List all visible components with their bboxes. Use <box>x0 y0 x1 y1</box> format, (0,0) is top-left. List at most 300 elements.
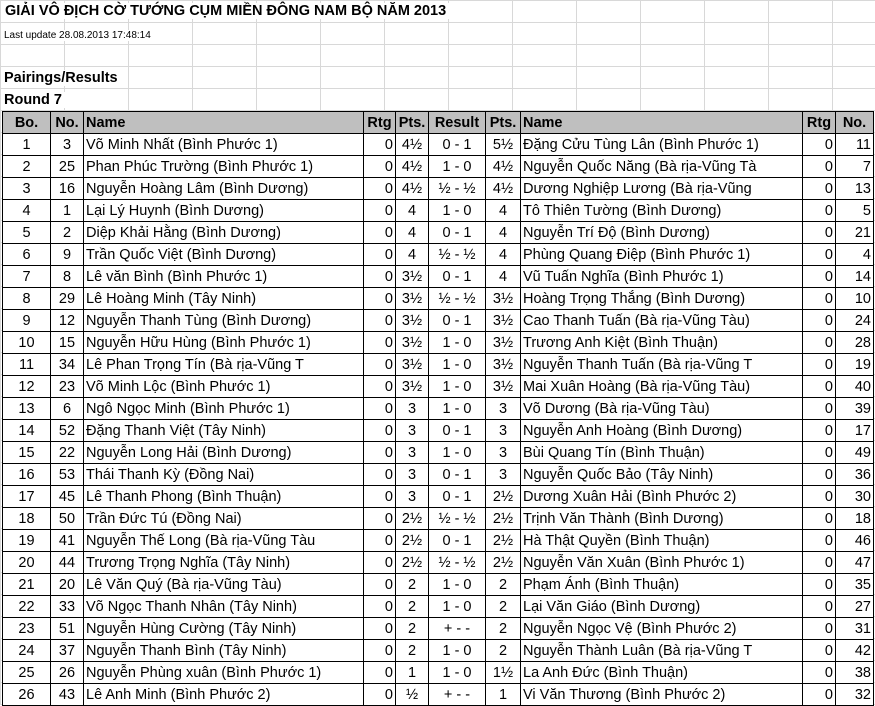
cell-white-name[interactable]: Nguyễn Long Hải (Bình Dương) <box>84 442 364 464</box>
cell-board[interactable]: 21 <box>3 574 51 596</box>
cell-black-rating[interactable]: 0 <box>803 486 836 508</box>
table-row <box>3 508 874 530</box>
cell-white-name[interactable]: Lê Phan Trọng Tín (Bà rịa-Vũng T <box>84 354 364 376</box>
cell-white-name[interactable]: Trương Trọng Nghĩa (Tây Ninh) <box>84 552 364 574</box>
table-row <box>3 288 874 310</box>
cell-board[interactable]: 5 <box>3 222 51 244</box>
cell-white-number[interactable]: 1 <box>51 200 84 222</box>
cell-white-number[interactable]: 37 <box>51 640 84 662</box>
cell-white-number[interactable]: 12 <box>51 310 84 332</box>
cell-black-name[interactable]: Dương Xuân Hải (Bình Phước 2) <box>521 486 803 508</box>
cell-board[interactable]: 20 <box>3 552 51 574</box>
cell-black-points[interactable]: 3½ <box>486 310 521 332</box>
cell-black-points[interactable]: 5½ <box>486 134 521 156</box>
cell-white-name[interactable]: Lê Thanh Phong (Bình Thuận) <box>84 486 364 508</box>
header-row <box>3 112 874 134</box>
cell-white-rating[interactable]: 0 <box>364 596 396 618</box>
cell-black-number[interactable]: 24 <box>836 310 874 332</box>
cell-board[interactable]: 1 <box>3 134 51 156</box>
cell-black-points[interactable]: 3½ <box>486 288 521 310</box>
cell-white-name[interactable]: Diệp Khải Hằng (Bình Dương) <box>84 222 364 244</box>
cell-black-points[interactable]: 4 <box>486 266 521 288</box>
cell-white-points[interactable]: 2 <box>396 640 429 662</box>
cell-black-number[interactable]: 47 <box>836 552 874 574</box>
cell-black-name[interactable]: Nguyễn Ngọc Vệ (Bình Phước 2) <box>521 618 803 640</box>
cell-black-name[interactable]: Nguyễn Thành Luân (Bà rịa-Vũng T <box>521 640 803 662</box>
table-row <box>3 640 874 662</box>
cell-black-name[interactable]: Nguyễn Quốc Năng (Bà rịa-Vũng Tà <box>521 156 803 178</box>
cell-black-number[interactable]: 49 <box>836 442 874 464</box>
cell-white-rating[interactable]: 0 <box>364 684 396 706</box>
cell-white-number[interactable]: 50 <box>51 508 84 530</box>
cell-black-name[interactable]: Nguyễn Quốc Bảo (Tây Ninh) <box>521 464 803 486</box>
cell-black-number[interactable]: 18 <box>836 508 874 530</box>
cell-white-points[interactable]: 4½ <box>396 156 429 178</box>
cell-board[interactable]: 25 <box>3 662 51 684</box>
cell-black-points[interactable]: 3 <box>486 398 521 420</box>
cell-result[interactable]: 0 - 1 <box>429 310 486 332</box>
cell-black-rating[interactable]: 0 <box>803 574 836 596</box>
cell-result[interactable]: 1 - 0 <box>429 662 486 684</box>
cell-white-name[interactable]: Trần Quốc Việt (Bình Dương) <box>84 244 364 266</box>
table-row <box>3 618 874 640</box>
cell-black-points[interactable]: 3½ <box>486 354 521 376</box>
cell-white-rating[interactable]: 0 <box>364 244 396 266</box>
cell-white-rating[interactable]: 0 <box>364 420 396 442</box>
cell-white-number[interactable]: 3 <box>51 134 84 156</box>
cell-black-number[interactable]: 7 <box>836 156 874 178</box>
cell-white-name[interactable]: Trần Đức Tú (Đồng Nai) <box>84 508 364 530</box>
cell-white-points[interactable]: 2 <box>396 618 429 640</box>
cell-black-number[interactable]: 19 <box>836 354 874 376</box>
cell-black-points[interactable]: 4½ <box>486 178 521 200</box>
table-row <box>3 200 874 222</box>
cell-black-points[interactable]: 3 <box>486 442 521 464</box>
table-row <box>3 332 874 354</box>
cell-white-number[interactable]: 51 <box>51 618 84 640</box>
cell-white-name[interactable]: Võ Minh Nhất (Bình Phước 1) <box>84 134 364 156</box>
cell-white-number[interactable]: 15 <box>51 332 84 354</box>
table-row <box>3 596 874 618</box>
cell-board[interactable]: 10 <box>3 332 51 354</box>
cell-black-rating[interactable]: 0 <box>803 530 836 552</box>
cell-white-points[interactable]: 3½ <box>396 376 429 398</box>
cell-board[interactable]: 7 <box>3 266 51 288</box>
cell-black-rating[interactable]: 0 <box>803 354 836 376</box>
cell-result[interactable]: ½ - ½ <box>429 552 486 574</box>
cell-white-rating[interactable]: 0 <box>364 134 396 156</box>
cell-white-name[interactable]: Lê Văn Quý (Bà rịa-Vũng Tàu) <box>84 574 364 596</box>
cell-white-points[interactable]: 2½ <box>396 508 429 530</box>
cell-result[interactable]: 0 - 1 <box>429 134 486 156</box>
cell-white-points[interactable]: 3½ <box>396 354 429 376</box>
cell-white-rating[interactable]: 0 <box>364 266 396 288</box>
cell-white-points[interactable]: 2½ <box>396 552 429 574</box>
cell-result[interactable]: + - - <box>429 618 486 640</box>
cell-white-points[interactable]: 4½ <box>396 178 429 200</box>
cell-black-name[interactable]: Đặng Cửu Tùng Lân (Bình Phước 1) <box>521 134 803 156</box>
cell-result[interactable]: 1 - 0 <box>429 200 486 222</box>
cell-board[interactable]: 17 <box>3 486 51 508</box>
cell-black-name[interactable]: Võ Dương (Bà rịa-Vũng Tàu) <box>521 398 803 420</box>
cell-white-name[interactable]: Lê Hoàng Minh (Tây Ninh) <box>84 288 364 310</box>
cell-black-name[interactable]: Dương Nghiệp Lương (Bà rịa-Vũng <box>521 178 803 200</box>
cell-black-rating[interactable]: 0 <box>803 288 836 310</box>
cell-result[interactable]: 1 - 0 <box>429 332 486 354</box>
cell-white-name[interactable]: Nguyễn Hoàng Lâm (Bình Dương) <box>84 178 364 200</box>
cell-white-number[interactable]: 26 <box>51 662 84 684</box>
cell-black-points[interactable]: 4 <box>486 200 521 222</box>
cell-black-rating[interactable]: 0 <box>803 310 836 332</box>
cell-white-number[interactable]: 33 <box>51 596 84 618</box>
cell-black-rating[interactable]: 0 <box>803 332 836 354</box>
cell-white-points[interactable]: 4 <box>396 244 429 266</box>
cell-black-rating[interactable]: 0 <box>803 596 836 618</box>
cell-result[interactable]: ½ - ½ <box>429 178 486 200</box>
cell-white-rating[interactable]: 0 <box>364 574 396 596</box>
cell-black-name[interactable]: Hà Thật Quyền (Bình Thuận) <box>521 530 803 552</box>
cell-result[interactable]: 1 - 0 <box>429 354 486 376</box>
cell-board[interactable]: 4 <box>3 200 51 222</box>
cell-black-rating[interactable]: 0 <box>803 552 836 574</box>
cell-black-rating[interactable]: 0 <box>803 376 836 398</box>
cell-black-points[interactable]: 3 <box>486 420 521 442</box>
cell-board[interactable]: 22 <box>3 596 51 618</box>
header-white-points[interactable]: Pts. <box>396 112 429 134</box>
cell-white-number[interactable]: 16 <box>51 178 84 200</box>
cell-result[interactable]: ½ - ½ <box>429 508 486 530</box>
cell-black-number[interactable]: 17 <box>836 420 874 442</box>
cell-black-name[interactable]: Bùi Quang Tín (Bình Thuận) <box>521 442 803 464</box>
cell-black-points[interactable]: 3 <box>486 464 521 486</box>
header-black-name[interactable]: Name <box>521 112 803 134</box>
cell-black-name[interactable]: Nguyễn Anh Hoàng (Bình Dương) <box>521 420 803 442</box>
cell-result[interactable]: 1 - 0 <box>429 156 486 178</box>
cell-result[interactable]: 1 - 0 <box>429 596 486 618</box>
cell-result[interactable]: 0 - 1 <box>429 530 486 552</box>
cell-white-rating[interactable]: 0 <box>364 552 396 574</box>
cell-white-points[interactable]: 3 <box>396 486 429 508</box>
cell-black-number[interactable]: 21 <box>836 222 874 244</box>
cell-white-rating[interactable]: 0 <box>364 156 396 178</box>
cell-board[interactable]: 26 <box>3 684 51 706</box>
cell-board[interactable]: 2 <box>3 156 51 178</box>
cell-white-number[interactable]: 29 <box>51 288 84 310</box>
cell-black-rating[interactable]: 0 <box>803 266 836 288</box>
cell-black-points[interactable]: 1½ <box>486 662 521 684</box>
cell-board[interactable]: 11 <box>3 354 51 376</box>
cell-result[interactable]: 0 - 1 <box>429 266 486 288</box>
cell-white-name[interactable]: Nguyễn Thanh Bình (Tây Ninh) <box>84 640 364 662</box>
cell-black-name[interactable]: Hoàng Trọng Thắng (Bình Dương) <box>521 288 803 310</box>
cell-white-name[interactable]: Lê Anh Minh (Bình Phước 2) <box>84 684 364 706</box>
cell-black-name[interactable]: La Anh Đức (Bình Thuận) <box>521 662 803 684</box>
cell-white-rating[interactable]: 0 <box>364 442 396 464</box>
cell-white-name[interactable]: Phan Phúc Trường (Bình Phước 1) <box>84 156 364 178</box>
cell-black-name[interactable]: Phạm Ánh (Bình Thuận) <box>521 574 803 596</box>
cell-white-name[interactable]: Võ Ngọc Thanh Nhân (Tây Ninh) <box>84 596 364 618</box>
cell-white-points[interactable]: 3½ <box>396 332 429 354</box>
cell-black-name[interactable]: Nguyễn Trí Độ (Bình Dương) <box>521 222 803 244</box>
header-white-name[interactable]: Name <box>84 112 364 134</box>
cell-result[interactable]: 1 - 0 <box>429 640 486 662</box>
cell-black-points[interactable]: 1 <box>486 684 521 706</box>
cell-black-rating[interactable]: 0 <box>803 442 836 464</box>
header-black-points[interactable]: Pts. <box>486 112 521 134</box>
cell-white-rating[interactable]: 0 <box>364 618 396 640</box>
cell-white-points[interactable]: 3 <box>396 420 429 442</box>
round-title: Round 7 <box>4 92 66 108</box>
cell-black-number[interactable]: 42 <box>836 640 874 662</box>
tournament-title: GIẢI VÔ ĐỊCH CỜ TƯỚNG CỤM MIỀN ĐÔNG NAM BỘ NĂM 2013 <box>5 3 450 19</box>
cell-white-number[interactable]: 41 <box>51 530 84 552</box>
header-black-rating[interactable]: Rtg <box>803 112 836 134</box>
cell-black-points[interactable]: 3½ <box>486 376 521 398</box>
table-row <box>3 244 874 266</box>
cell-black-number[interactable]: 5 <box>836 200 874 222</box>
cell-white-name[interactable]: Nguyễn Hùng Cường (Tây Ninh) <box>84 618 364 640</box>
cell-board[interactable]: 14 <box>3 420 51 442</box>
table-row <box>3 552 874 574</box>
cell-black-points[interactable]: 2 <box>486 618 521 640</box>
cell-black-number[interactable]: 10 <box>836 288 874 310</box>
cell-black-points[interactable]: 4 <box>486 222 521 244</box>
cell-white-name[interactable]: Nguyễn Hữu Hùng (Bình Phước 1) <box>84 332 364 354</box>
cell-black-points[interactable]: 3½ <box>486 332 521 354</box>
cell-white-number[interactable]: 23 <box>51 376 84 398</box>
cell-white-rating[interactable]: 0 <box>364 398 396 420</box>
cell-board[interactable]: 9 <box>3 310 51 332</box>
cell-white-name[interactable]: Thái Thanh Kỳ (Đồng Nai) <box>84 464 364 486</box>
cell-white-number[interactable]: 45 <box>51 486 84 508</box>
cell-white-points[interactable]: 3½ <box>396 288 429 310</box>
cell-board[interactable]: 16 <box>3 464 51 486</box>
cell-white-number[interactable]: 9 <box>51 244 84 266</box>
table-row <box>3 420 874 442</box>
cell-result[interactable]: ½ - ½ <box>429 288 486 310</box>
cell-black-rating[interactable]: 0 <box>803 200 836 222</box>
cell-black-number[interactable]: 27 <box>836 596 874 618</box>
cell-white-name[interactable]: Lê văn Bình (Bình Phước 1) <box>84 266 364 288</box>
cell-white-points[interactable]: 4½ <box>396 134 429 156</box>
cell-white-points[interactable]: 3 <box>396 442 429 464</box>
cell-white-rating[interactable]: 0 <box>364 354 396 376</box>
header-black-number[interactable]: No. <box>836 112 874 134</box>
cell-white-points[interactable]: 2½ <box>396 530 429 552</box>
cell-white-points[interactable]: 2 <box>396 574 429 596</box>
cell-result[interactable]: 0 - 1 <box>429 420 486 442</box>
cell-board[interactable]: 19 <box>3 530 51 552</box>
cell-black-rating[interactable]: 0 <box>803 398 836 420</box>
cell-board[interactable]: 15 <box>3 442 51 464</box>
cell-white-number[interactable]: 43 <box>51 684 84 706</box>
cell-white-number[interactable]: 44 <box>51 552 84 574</box>
cell-black-number[interactable]: 36 <box>836 464 874 486</box>
header-white-rating[interactable]: Rtg <box>364 112 396 134</box>
cell-result[interactable]: 1 - 0 <box>429 398 486 420</box>
table-row <box>3 376 874 398</box>
cell-white-rating[interactable]: 0 <box>364 464 396 486</box>
cell-white-number[interactable]: 53 <box>51 464 84 486</box>
table-row <box>3 398 874 420</box>
cell-result[interactable]: 0 - 1 <box>429 222 486 244</box>
header-board[interactable]: Bo. <box>3 112 51 134</box>
cell-white-number[interactable]: 2 <box>51 222 84 244</box>
cell-black-rating[interactable]: 0 <box>803 640 836 662</box>
cell-white-number[interactable]: 8 <box>51 266 84 288</box>
cell-black-name[interactable]: Tô Thiên Tường (Bình Dương) <box>521 200 803 222</box>
cell-black-number[interactable]: 38 <box>836 662 874 684</box>
cell-black-number[interactable]: 28 <box>836 332 874 354</box>
cell-black-points[interactable]: 2½ <box>486 508 521 530</box>
cell-black-number[interactable]: 31 <box>836 618 874 640</box>
cell-black-name[interactable]: Lại Văn Giáo (Bình Dương) <box>521 596 803 618</box>
cell-white-rating[interactable]: 0 <box>364 200 396 222</box>
cell-white-number[interactable]: 25 <box>51 156 84 178</box>
table-row <box>3 464 874 486</box>
cell-white-points[interactable]: 3 <box>396 464 429 486</box>
cell-white-number[interactable]: 22 <box>51 442 84 464</box>
cell-black-rating[interactable]: 0 <box>803 244 836 266</box>
cell-black-rating[interactable]: 0 <box>803 464 836 486</box>
cell-white-rating[interactable]: 0 <box>364 530 396 552</box>
cell-white-points[interactable]: 2 <box>396 596 429 618</box>
cell-board[interactable]: 3 <box>3 178 51 200</box>
table-row <box>3 266 874 288</box>
cell-black-points[interactable]: 4½ <box>486 156 521 178</box>
cell-black-points[interactable]: 2½ <box>486 552 521 574</box>
cell-black-points[interactable]: 2 <box>486 640 521 662</box>
cell-white-name[interactable]: Nguyễn Thanh Tùng (Bình Dương) <box>84 310 364 332</box>
cell-black-rating[interactable]: 0 <box>803 618 836 640</box>
cell-black-rating[interactable]: 0 <box>803 178 836 200</box>
table-row <box>3 530 874 552</box>
cell-result[interactable]: 1 - 0 <box>429 376 486 398</box>
cell-black-number[interactable]: 40 <box>836 376 874 398</box>
cell-white-points[interactable]: 3½ <box>396 310 429 332</box>
cell-white-number[interactable]: 20 <box>51 574 84 596</box>
cell-black-points[interactable]: 2½ <box>486 530 521 552</box>
cell-board[interactable]: 8 <box>3 288 51 310</box>
cell-white-name[interactable]: Ngô Ngọc Minh (Bình Phước 1) <box>84 398 364 420</box>
cell-white-rating[interactable]: 0 <box>364 288 396 310</box>
cell-black-points[interactable]: 4 <box>486 244 521 266</box>
table-row <box>3 354 874 376</box>
cell-result[interactable]: ½ - ½ <box>429 244 486 266</box>
table-row <box>3 178 874 200</box>
table-row <box>3 156 874 178</box>
cell-white-number[interactable]: 6 <box>51 398 84 420</box>
cell-white-rating[interactable]: 0 <box>364 222 396 244</box>
table-row <box>3 662 874 684</box>
cell-black-name[interactable]: Cao Thanh Tuấn (Bà rịa-Vũng Tàu) <box>521 310 803 332</box>
table-row <box>3 574 874 596</box>
cell-white-points[interactable]: 4 <box>396 200 429 222</box>
table-row <box>3 310 874 332</box>
cell-black-number[interactable]: 11 <box>836 134 874 156</box>
table-row <box>3 684 874 706</box>
table-row <box>3 222 874 244</box>
cell-result[interactable]: 1 - 0 <box>429 442 486 464</box>
cell-white-rating[interactable]: 0 <box>364 376 396 398</box>
cell-black-name[interactable]: Vũ Tuấn Nghĩa (Bình Phước 1) <box>521 266 803 288</box>
cell-white-number[interactable]: 34 <box>51 354 84 376</box>
cell-black-number[interactable]: 13 <box>836 178 874 200</box>
cell-white-name[interactable]: Nguyễn Thế Long (Bà rịa-Vũng Tàu <box>84 530 364 552</box>
cell-black-number[interactable]: 14 <box>836 266 874 288</box>
cell-black-rating[interactable]: 0 <box>803 156 836 178</box>
cell-black-number[interactable]: 39 <box>836 398 874 420</box>
cell-black-rating[interactable]: 0 <box>803 508 836 530</box>
header-result[interactable]: Result <box>429 112 486 134</box>
cell-result[interactable]: 0 - 1 <box>429 464 486 486</box>
cell-white-rating[interactable]: 0 <box>364 662 396 684</box>
cell-white-number[interactable]: 52 <box>51 420 84 442</box>
cell-white-name[interactable]: Lại Lý Huynh (Bình Dương) <box>84 200 364 222</box>
cell-board[interactable]: 6 <box>3 244 51 266</box>
header-white-number[interactable]: No. <box>51 112 84 134</box>
cell-white-rating[interactable]: 0 <box>364 332 396 354</box>
table-row <box>3 486 874 508</box>
cell-black-number[interactable]: 4 <box>836 244 874 266</box>
cell-white-name[interactable]: Nguyễn Phùng xuân (Bình Phước 1) <box>84 662 364 684</box>
cell-black-number[interactable]: 30 <box>836 486 874 508</box>
cell-board[interactable]: 23 <box>3 618 51 640</box>
cell-white-points[interactable]: 3 <box>396 398 429 420</box>
cell-white-rating[interactable]: 0 <box>364 508 396 530</box>
cell-black-points[interactable]: 2½ <box>486 486 521 508</box>
cell-black-name[interactable]: Vi Văn Thương (Bình Phước 2) <box>521 684 803 706</box>
cell-board[interactable]: 18 <box>3 508 51 530</box>
cell-black-rating[interactable]: 0 <box>803 684 836 706</box>
cell-black-rating[interactable]: 0 <box>803 134 836 156</box>
cell-black-rating[interactable]: 0 <box>803 222 836 244</box>
cell-black-name[interactable]: Trương Anh Kiệt (Bình Thuận) <box>521 332 803 354</box>
last-update-text: Last update 28.08.2013 17:48:14 <box>4 30 155 41</box>
cell-white-rating[interactable]: 0 <box>364 640 396 662</box>
cell-black-name[interactable]: Nguyễn Thanh Tuấn (Bà rịa-Vũng T <box>521 354 803 376</box>
cell-black-rating[interactable]: 0 <box>803 420 836 442</box>
cell-black-rating[interactable]: 0 <box>803 662 836 684</box>
cell-black-points[interactable]: 2 <box>486 596 521 618</box>
cell-white-rating[interactable]: 0 <box>364 178 396 200</box>
cell-white-points[interactable]: 4 <box>396 222 429 244</box>
cell-white-rating[interactable]: 0 <box>364 310 396 332</box>
cell-black-number[interactable]: 32 <box>836 684 874 706</box>
cell-black-points[interactable]: 2 <box>486 574 521 596</box>
cell-black-number[interactable]: 46 <box>836 530 874 552</box>
cell-white-name[interactable]: Đặng Thanh Việt (Tây Ninh) <box>84 420 364 442</box>
pairings-table <box>2 111 874 706</box>
cell-white-rating[interactable]: 0 <box>364 486 396 508</box>
cell-board[interactable]: 13 <box>3 398 51 420</box>
cell-black-name[interactable]: Phùng Quang Điệp (Bình Phước 1) <box>521 244 803 266</box>
cell-white-name[interactable]: Võ Minh Lộc (Bình Phước 1) <box>84 376 364 398</box>
cell-result[interactable]: 0 - 1 <box>429 486 486 508</box>
cell-white-points[interactable]: 3½ <box>396 266 429 288</box>
section-title: Pairings/Results <box>4 70 122 86</box>
cell-white-points[interactable]: 1 <box>396 662 429 684</box>
cell-black-number[interactable]: 35 <box>836 574 874 596</box>
cell-result[interactable]: + - - <box>429 684 486 706</box>
cell-black-name[interactable]: Nguyễn Văn Xuân (Bình Phước 1) <box>521 552 803 574</box>
cell-board[interactable]: 12 <box>3 376 51 398</box>
cell-result[interactable]: 1 - 0 <box>429 574 486 596</box>
cell-board[interactable]: 24 <box>3 640 51 662</box>
cell-white-points[interactable]: ½ <box>396 684 429 706</box>
cell-black-name[interactable]: Mai Xuân Hoàng (Bà rịa-Vũng Tàu) <box>521 376 803 398</box>
cell-black-name[interactable]: Trịnh Văn Thành (Bình Dương) <box>521 508 803 530</box>
